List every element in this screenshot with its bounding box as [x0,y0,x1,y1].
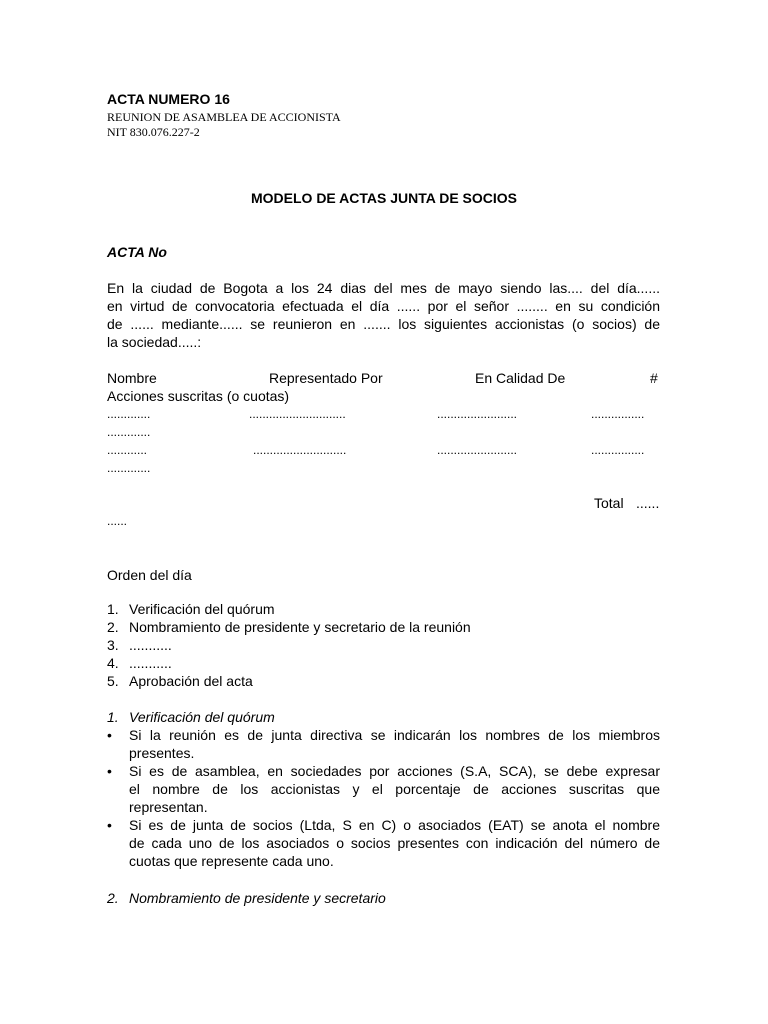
nit-line: NIT 830.076.227-2 [107,125,200,139]
row2-numero: ................ [591,443,645,457]
intro-line: la sociedad.....: [107,334,202,350]
row1-acciones: ............. [107,425,151,439]
intro-line: En la ciudad de Bogota a los 24 dias del mes de mayo siendo las.... del día...... [107,280,660,296]
list-item [107,618,660,636]
row1-calidad: ........................ [437,407,518,421]
list-item [107,636,660,654]
document-title: MODELO DE ACTAS JUNTA DE SOCIOS [250,190,517,206]
col-acciones: Acciones suscritas (o cuotas) [107,388,290,404]
list-number: 4. [107,655,119,671]
list-number: 1. [107,601,119,617]
list-text: ........... [129,655,172,671]
bullet-line: cuotas que represente cada uno. [129,853,334,869]
bullet-icon: • [107,727,112,743]
list-text: Nombramiento de presidente y secretario de la reunión [129,619,471,635]
section-title: Verificación del quórum [129,709,275,725]
row1-numero: ................ [591,407,645,421]
bullet-line: Si es de junta de socios (Ltda, S en C) o asociados (EAT) se anota el nombre [129,817,660,833]
bullet-item [107,762,660,816]
list-item [107,600,660,618]
bullet-line: el nombre de los accionistas y el porcentaje de acciones suscritas que [129,781,660,797]
list-text: Aprobación del acta [129,673,253,689]
list-text: ........... [129,637,172,653]
col-representado: Representado Por [269,370,383,386]
row1-nombre: ............. [107,407,151,421]
list-text: Verificación del quórum [129,601,275,617]
bullet-line: Si es de asamblea, en sociedades por acciones (S.A, SCA), se debe expresar [129,763,660,779]
col-numero: # [650,370,658,386]
section-title: Nombramiento de presidente y secretario [129,890,386,906]
acta-no-label: ACTA No [107,244,167,260]
row2-calidad: ........................ [437,443,518,457]
acta-numero-heading: ACTA NUMERO 16 [107,91,230,107]
list-item [107,654,660,672]
orden-list [107,600,660,690]
row1-representado: ............................. [249,407,346,421]
total-continuation: ...... [107,514,128,528]
col-nombre: Nombre [107,370,157,386]
section-heading-item [107,708,660,726]
bullet-item [107,726,660,762]
col-calidad: En Calidad De [475,370,566,386]
total-value: ...... [636,495,660,511]
section-number: 1. [107,709,119,725]
section1-bullets [107,726,660,870]
reunion-subtitle: REUNION DE ASAMBLEA DE ACCIONISTA [107,110,341,124]
section1-heading [107,708,660,726]
bullet-icon: • [107,817,112,833]
orden-heading: Orden del día [107,567,192,583]
section2-heading [107,889,660,907]
list-number: 2. [107,619,119,635]
bullet-line: representan. [129,799,208,815]
row2-acciones: ............. [107,461,151,475]
bullet-item [107,816,660,870]
bullet-line: Si la reunión es de junta directiva se indicarán los nombres de los miembros [129,727,660,743]
bullet-line: presentes. [129,745,195,761]
intro-paragraph [107,279,660,351]
section-heading-item [107,889,660,907]
total-label: Total [594,495,624,511]
section-number: 2. [107,890,119,906]
list-number: 5. [107,673,119,689]
intro-line: en virtud de convocatoria efectuada el día ...... por el señor ........ en su condición [107,298,660,314]
list-number: 3. [107,637,119,653]
list-item [107,672,660,690]
row2-representado: ............................ [253,443,347,457]
bullet-line: de cada uno de los asociados o socios presentes con indicación del número de [129,835,660,851]
row2-nombre: ............ [107,443,148,457]
bullet-icon: • [107,763,112,779]
intro-line: de ...... mediante...... se reunieron en ....... los siguientes accionistas (o socios) de [107,316,660,332]
